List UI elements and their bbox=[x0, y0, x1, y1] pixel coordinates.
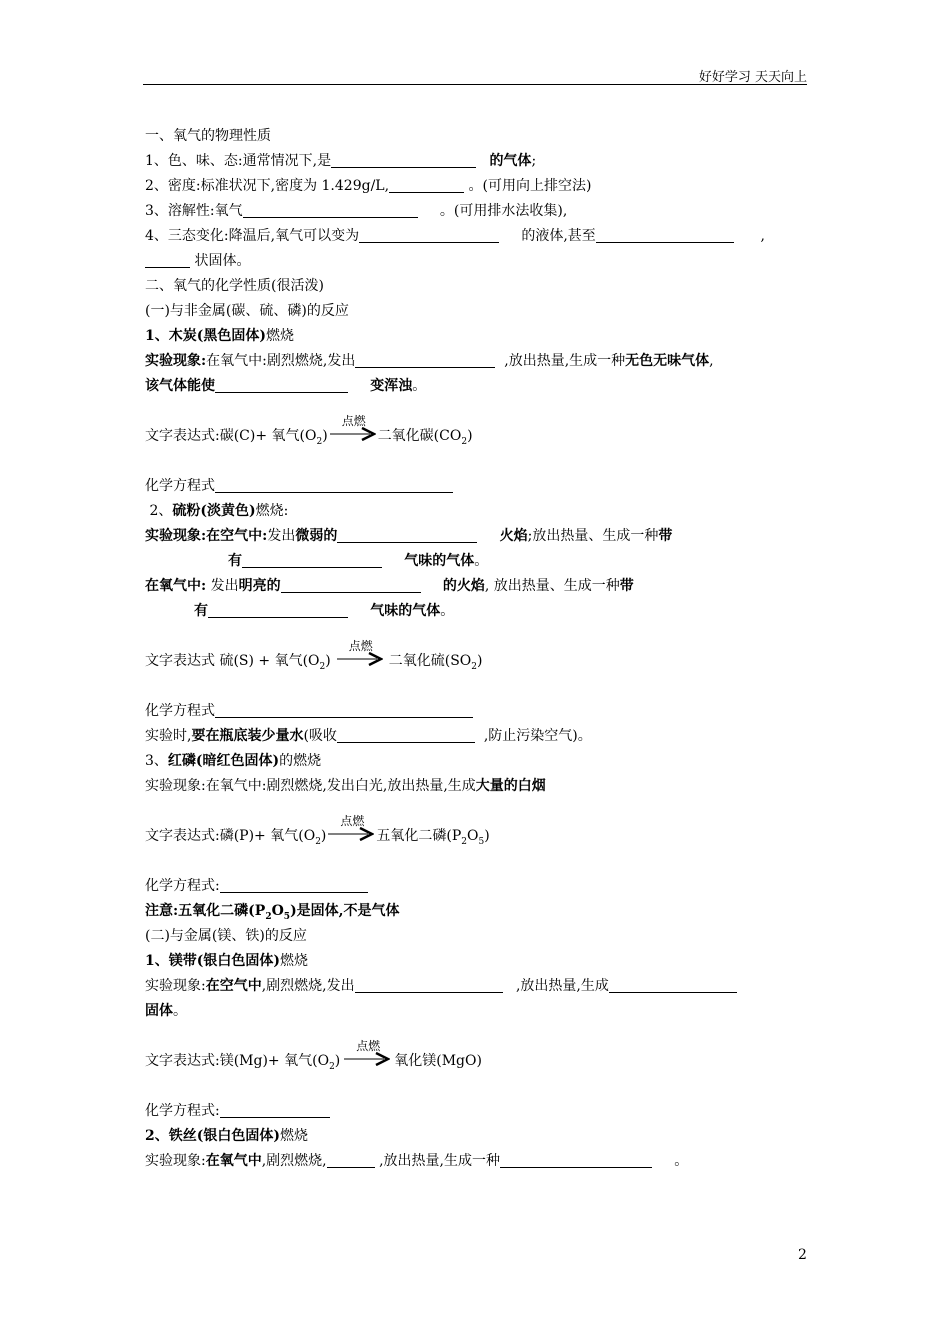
header-text: 好好学习 天天向上 bbox=[698, 70, 807, 85]
subsection-metals: (二)与金属(镁、铁)的反应 bbox=[145, 928, 307, 944]
reaction-arrow: 点燃 bbox=[328, 826, 374, 840]
magnesium-word-equation: 文字表达式:镁(Mg)+ 氧气$(O_2)$ 点燃 氧化镁(MgO) bbox=[145, 1039, 482, 1072]
line-density: 2、密度:标准状况下,密度为 1.429g/L, 。(可用向上排空法) bbox=[145, 178, 592, 194]
answer-blank[interactable] bbox=[145, 253, 190, 268]
phosphorus-title: 3、红磷(暗红色固体)的燃烧 bbox=[145, 753, 322, 769]
answer-blank[interactable] bbox=[281, 578, 421, 593]
arrow-icon bbox=[330, 427, 376, 441]
arrow-icon bbox=[337, 652, 383, 666]
line-three-states: 4、三态变化:降温后,氧气可以变为 的液体,甚至 , bbox=[145, 228, 765, 244]
reaction-arrow: 点燃 bbox=[330, 426, 376, 440]
arrow-icon bbox=[344, 1052, 390, 1066]
answer-blank[interactable] bbox=[215, 378, 348, 393]
carbon-title: 1、木炭(黑色固体)燃烧 bbox=[145, 328, 294, 344]
answer-blank[interactable] bbox=[337, 728, 475, 743]
phosphorus-note: 注意:五氧化二磷$(P_2O_5)$是固体,不是气体 bbox=[145, 903, 400, 922]
subsection-nonmetals: (一)与非金属(碳、硫、磷)的反应 bbox=[145, 303, 349, 319]
page-number: 2 bbox=[798, 1247, 807, 1263]
magnesium-phenomenon: 实验现象:在空气中,剧烈燃烧,发出 ,放出热量,生成 bbox=[145, 976, 737, 996]
magnesium-title: 1、镁带(银白色固体)燃烧 bbox=[145, 953, 308, 969]
answer-blank[interactable] bbox=[327, 1153, 375, 1168]
carbon-chemical-equation: 化学方程式 bbox=[145, 476, 453, 496]
magnesium-chemical-equation: 化学方程式: bbox=[145, 1101, 330, 1121]
answer-blank[interactable] bbox=[242, 553, 382, 568]
page-header bbox=[143, 62, 807, 85]
arrow-icon bbox=[328, 827, 374, 841]
section1-title: 一、氧气的物理性质 bbox=[145, 128, 271, 144]
carbon-phenomenon: 实验现象:在氧气中:剧烈燃烧,发出 ,放出热量,生成一种无色无味气体, bbox=[145, 353, 714, 369]
line-color-taste-state: 1、色、味、态:通常情况下,是 的气体; bbox=[145, 153, 537, 169]
answer-blank[interactable] bbox=[500, 1153, 652, 1168]
sulfur-oxygen-phenomenon-2: 有 气味的气体。 bbox=[194, 603, 455, 619]
answer-blank[interactable] bbox=[331, 153, 476, 168]
sulfur-air-phenomenon-2: 有 气味的气体。 bbox=[228, 553, 489, 569]
sulfur-chemical-equation: 化学方程式 bbox=[145, 701, 473, 721]
phosphorus-chemical-equation: 化学方程式: bbox=[145, 876, 368, 896]
answer-blank[interactable] bbox=[243, 203, 418, 218]
answer-blank[interactable] bbox=[220, 878, 368, 893]
sulfur-note: 实验时,要在瓶底装少量水(吸收 ,防止污染空气)。 bbox=[145, 728, 592, 744]
sulfur-air-phenomenon: 实验现象:在空气中:发出微弱的 火焰;放出热量、生成一种带 bbox=[145, 528, 673, 544]
sulfur-title: 2、硫粉(淡黄色)燃烧: bbox=[149, 503, 289, 519]
answer-blank[interactable] bbox=[208, 603, 348, 618]
answer-blank[interactable] bbox=[596, 228, 734, 243]
carbon-phenomenon-2: 该气体能使 变浑浊。 bbox=[145, 378, 427, 394]
magnesium-phenomenon-2: 固体。 bbox=[145, 1003, 187, 1019]
answer-blank[interactable] bbox=[355, 353, 495, 368]
answer-blank[interactable] bbox=[609, 978, 737, 993]
line-solubility: 3、溶解性:氧气 。(可用排水法收集), bbox=[145, 203, 568, 219]
answer-blank[interactable] bbox=[337, 528, 477, 543]
reaction-arrow: 点燃 bbox=[337, 651, 383, 665]
carbon-word-equation: 文字表达式:碳(C)+ 氧气$(O_2)$ 点燃 二氧化碳$(CO_2)$ bbox=[145, 414, 473, 447]
reaction-arrow: 点燃 bbox=[344, 1051, 390, 1065]
answer-blank[interactable] bbox=[215, 478, 453, 493]
answer-blank[interactable] bbox=[359, 228, 499, 243]
phosphorus-phenomenon: 实验现象:在氧气中:剧烈燃烧,发出白光,放出热量,生成大量的白烟 bbox=[145, 778, 546, 794]
line-solid-state: 状固体。 bbox=[145, 251, 250, 271]
iron-title: 2、铁丝(银白色固体)燃烧 bbox=[145, 1128, 308, 1144]
iron-phenomenon: 实验现象:在氧气中,剧烈燃烧, ,放出热量,生成一种 。 bbox=[145, 1153, 689, 1169]
sulfur-word-equation: 文字表达式 硫(S) + 氧气$(O_2)$ 点燃 二氧化硫$(SO_2)$ bbox=[145, 639, 483, 672]
section2-title: 二、氧气的化学性质(很活泼) bbox=[145, 278, 324, 294]
sulfur-oxygen-phenomenon: 在氧气中: 发出明亮的 的火焰, 放出热量、生成一种带 bbox=[145, 578, 634, 594]
phosphorus-word-equation: 文字表达式:磷(P)+ 氧气$(O_2)$ 点燃 五氧化二磷$(P_2O_5)$ bbox=[145, 814, 490, 847]
answer-blank[interactable] bbox=[215, 703, 473, 718]
answer-blank[interactable] bbox=[389, 178, 464, 193]
answer-blank[interactable] bbox=[355, 978, 503, 993]
answer-blank[interactable] bbox=[220, 1103, 330, 1118]
